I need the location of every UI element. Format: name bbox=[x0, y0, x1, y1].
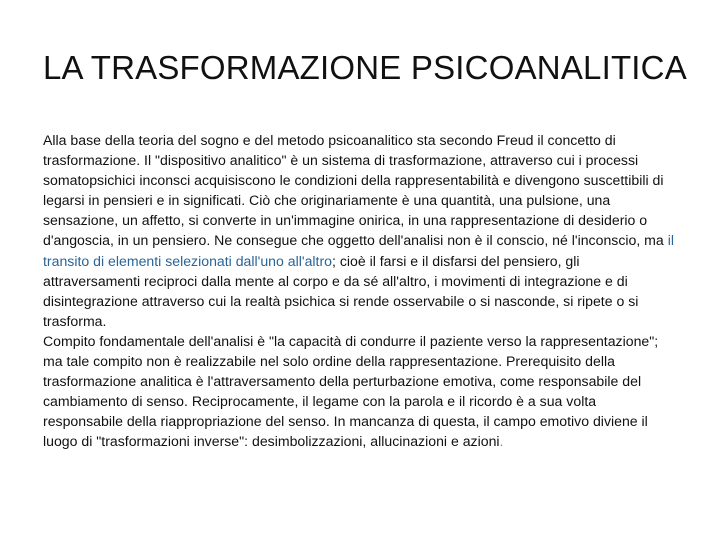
highlighted-phrase: il transito di elementi selezionati dall'uno all'altro bbox=[43, 232, 674, 269]
paragraph-1-text: Alla base della teoria del sogno e del metodo psicoanalitico sta secondo Freud il concetto di trasformazione. Il "dispositivo analitico" è un sistema di trasformazione, attraverso cui i processi somatopsichici inconsci acquisiscono le condizioni della rappresentabilità e divengono suscettibili di legarsi in pensieri e in significati. Ciò che originariamente è una quantità, una pulsione, una sensazione, un affetto, si converte in un'immagine onirica, in una rappresentazione di desiderio o d'angoscia, in un pensiero. Ne consegue che oggetto dell'analisi non è il conscio, né l'inconscio, ma bbox=[43, 132, 668, 249]
paragraph-1 bbox=[43, 130, 679, 331]
paragraph-2 bbox=[43, 331, 679, 452]
slide-body bbox=[43, 130, 679, 452]
paragraph-2-text: Compito fondamentale dell'analisi è "la capacità di condurre il paziente verso la rappresentazione"; ma tale compito non è realizzabile nel solo ordine della rappresentazione. Prerequisito della trasformazione analitica è l'attraversamento della perturbazione emotiva, come responsabile del cambiamento di senso. Reciprocamente, il legame con la parola e il ricordo è a sua volta responsabile della riappropriazione del senso. In mancanza di questa, il campo emotivo diviene il luogo di "trasformazioni inverse": desimbolizzazioni, allucinazioni e azioni bbox=[43, 332, 659, 450]
paragraph-1-continuation: ; cioè il farsi e il disfarsi del pensiero, gli attraversamenti reciproci dalla mente al corpo e da sé all'altro, i movimenti di integrazione e di disintegrazione attraverso cui la realtà psichica si rende osservabile o si nasconde, si ripete o si trasforma. bbox=[43, 252, 639, 329]
slide-title: LA TRASFORMAZIONE PSICOANALITICA bbox=[43, 49, 687, 86]
closing-period: . bbox=[499, 433, 504, 450]
